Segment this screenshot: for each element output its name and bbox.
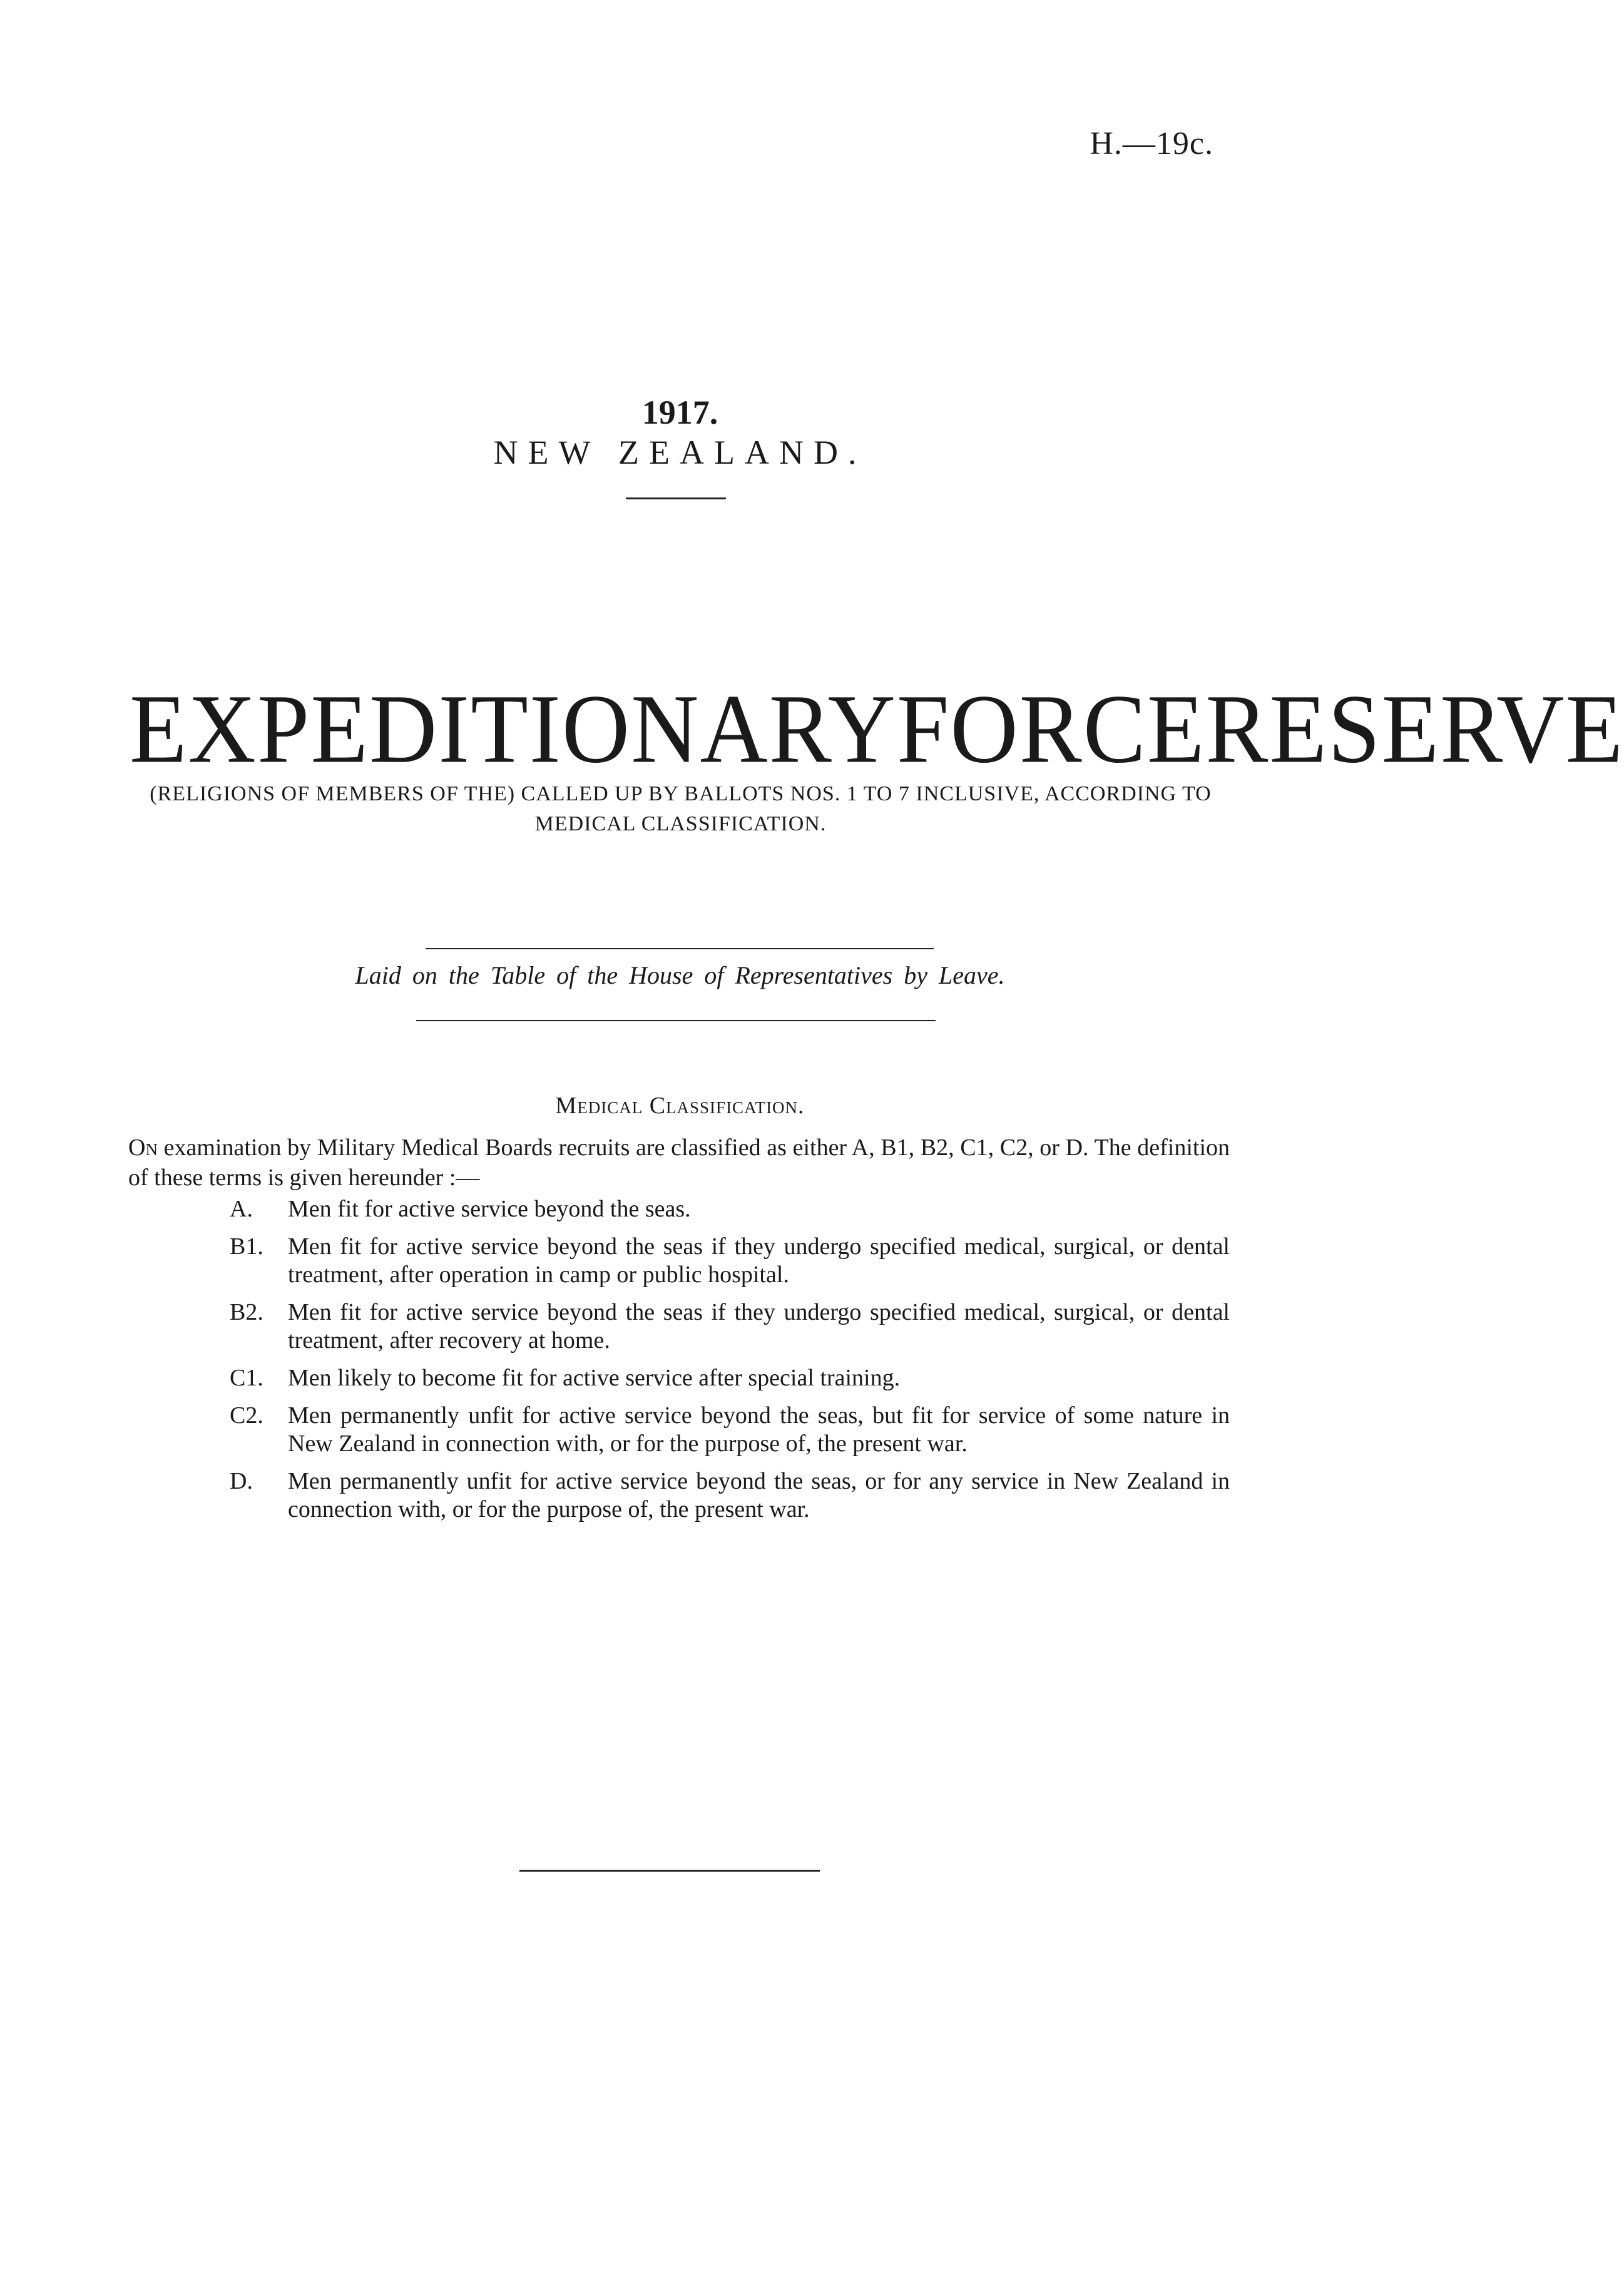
title-word: FORCE <box>896 674 1206 784</box>
list-item <box>128 1298 1230 1355</box>
divider-rule <box>416 1020 936 1021</box>
class-definition: Men fit for active service beyond the seas if they undergo specified medical, surgical, or dental treatment, after recovery at home. <box>288 1299 1230 1354</box>
class-code: C2. <box>230 1402 263 1429</box>
intro-paragraph <box>128 1133 1230 1193</box>
country-heading: NEW ZEALAND. <box>493 434 867 471</box>
class-code: D. <box>230 1468 253 1494</box>
class-definition: Men fit for active service beyond the seas. <box>288 1196 691 1222</box>
class-definition: Men likely to become fit for active service after special training. <box>288 1365 901 1391</box>
title-word: RESERVE <box>1205 674 1624 784</box>
section-heading: Medical Classification. <box>555 1093 805 1119</box>
class-code: B1. <box>230 1233 263 1260</box>
class-code: A. <box>230 1196 253 1222</box>
document-code: H.—19c. <box>1090 126 1213 161</box>
laid-on-table-line: Laid on the Table of the House of Representatives by Leave. <box>355 961 1005 989</box>
subtitle: (RELIGIONS OF MEMBERS OF THE) CALLED UP BY BALLOTS NOS. 1 TO 7 INCLUSIVE, ACCORDING TO MEDICAL CLASSIFICATION. <box>150 782 1212 835</box>
class-definition: Men fit for active service beyond the seas if they undergo specified medical, surgical, or dental treatment, after operation in camp or public hospital. <box>288 1233 1230 1288</box>
intro-first-word: On <box>128 1134 158 1161</box>
divider-rule <box>626 497 726 499</box>
classification-list <box>128 1195 1230 1533</box>
title-word: EXPEDITIONARY <box>130 674 897 784</box>
footer-rule <box>519 1870 820 1872</box>
list-item <box>128 1364 1230 1392</box>
list-item <box>128 1233 1230 1289</box>
divider-rule <box>426 948 934 949</box>
class-definition: Men permanently unfit for active service beyond the seas, or for any service in New Zealand in connection with, or for the purpose of, the present war. <box>288 1468 1230 1522</box>
list-item <box>128 1195 1230 1223</box>
intro-text: examination by Military Medical Boards recruits are classified as either A, B1, B2, C1, C2, or D. The definition of these terms is given hereunder :— <box>128 1134 1230 1191</box>
class-definition: Men permanently unfit for active service beyond the seas, but fit for service of some nature in New Zealand in connection with, or for the purpose of, the present war. <box>288 1402 1230 1457</box>
list-item <box>128 1467 1230 1524</box>
class-code: C1. <box>230 1365 263 1391</box>
class-code: B2. <box>230 1299 263 1325</box>
year-heading: 1917. <box>641 394 718 431</box>
main-title <box>130 673 1624 785</box>
list-item <box>128 1402 1230 1458</box>
